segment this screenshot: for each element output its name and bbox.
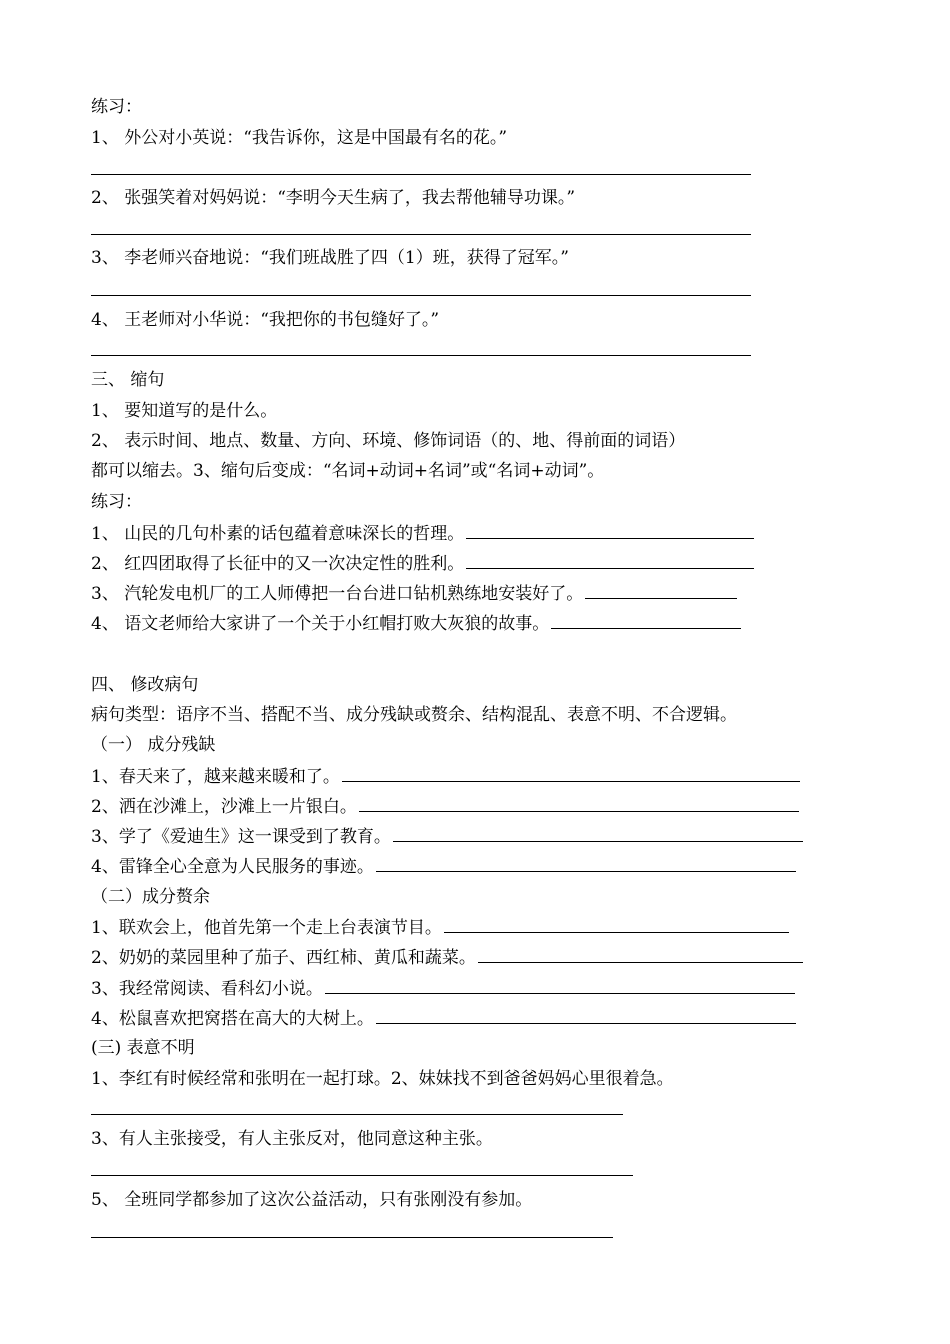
answer-line[interactable] (91, 174, 751, 175)
answer-blank[interactable] (359, 795, 799, 812)
answer-line[interactable] (91, 1237, 613, 1238)
exercise-item: 3、 李老师兴奋地说：“我们班战胜了四（1）班，获得了冠军。” (91, 248, 569, 268)
answer-blank[interactable] (444, 916, 789, 933)
exercise-row (91, 855, 796, 878)
answer-blank[interactable] (585, 582, 737, 599)
rule-text: 1、 要知道写的是什么。 (91, 401, 278, 421)
answer-blank[interactable] (478, 946, 803, 963)
section-heading: 四、 修改病句 (91, 675, 199, 695)
exercise-row (91, 522, 754, 545)
exercise-item: 1、李红有时候经常和张明在一起打球。2、妹妹找不到爸爸妈妈心里很着急。 (91, 1069, 674, 1089)
exercise-row (91, 977, 795, 1000)
exercise-text: 3、学了《爱迪生》这一课受到了教育。 (91, 827, 391, 847)
exercise-item: 2、 张强笑着对妈妈说：“李明今天生病了，我去帮他辅导功课。” (91, 188, 576, 208)
rule-text: 都可以缩去。3、缩句后变成：“名词+动词+名词”或“名词+动词”。 (91, 461, 605, 481)
exercise-row (91, 946, 803, 969)
answer-blank[interactable] (393, 825, 803, 842)
answer-blank[interactable] (466, 522, 754, 539)
exercise-text: 4、松鼠喜欢把窝搭在高大的大树上。 (91, 1009, 374, 1029)
section-heading: 三、 缩句 (91, 370, 165, 390)
exercise-text: 2、 红四团取得了长征中的又一次决定性的胜利。 (91, 554, 465, 574)
subsection-heading: （一） 成分残缺 (91, 735, 216, 755)
exercise-text: 1、 山民的几句朴素的话包蕴着意味深长的哲理。 (91, 524, 465, 544)
exercise-row (91, 795, 799, 818)
types-text: 病句类型：语序不当、搭配不当、成分残缺或赘余、结构混乱、表意不明、不合逻辑。 (91, 705, 737, 725)
practice-label: 练习： (91, 492, 142, 512)
exercise-item: 4、 王老师对小华说：“我把你的书包缝好了。” (91, 310, 440, 330)
practice-label: 练习： (91, 97, 142, 117)
exercise-row (91, 552, 754, 575)
exercise-text: 1、春天来了，越来越来暖和了。 (91, 767, 340, 787)
exercise-item: 5、 全班同学都参加了这次公益活动，只有张刚没有参加。 (91, 1190, 533, 1210)
exercise-row (91, 582, 737, 605)
answer-blank[interactable] (466, 552, 754, 569)
answer-blank[interactable] (325, 977, 795, 994)
exercise-text: 3、 汽轮发电机厂的工人师傅把一台台进口钻机熟练地安装好了。 (91, 584, 584, 604)
answer-blank[interactable] (342, 765, 800, 782)
exercise-row (91, 916, 789, 939)
exercise-row (91, 612, 741, 635)
exercise-text: 4、 语文老师给大家讲了一个关于小红帽打败大灰狼的故事。 (91, 614, 550, 634)
exercise-text: 1、联欢会上，他首先第一个走上台表演节目。 (91, 918, 442, 938)
exercise-text: 2、奶奶的菜园里种了茄子、西红柿、黄瓜和蔬菜。 (91, 948, 476, 968)
exercise-row (91, 825, 803, 848)
exercise-row (91, 1007, 796, 1030)
answer-line[interactable] (91, 1175, 633, 1176)
exercise-text: 2、洒在沙滩上，沙滩上一片银白。 (91, 797, 357, 817)
answer-blank[interactable] (376, 855, 796, 872)
subsection-heading: （二）成分赘余 (91, 887, 210, 907)
exercise-item: 3、有人主张接受，有人主张反对，他同意这种主张。 (91, 1129, 493, 1149)
answer-line[interactable] (91, 295, 751, 296)
subsection-heading: (三) 表意不明 (91, 1038, 195, 1058)
answer-line[interactable] (91, 355, 751, 356)
exercise-row (91, 765, 800, 788)
answer-line[interactable] (91, 1114, 623, 1115)
rule-text: 2、 表示时间、地点、数量、方向、环境、修饰词语（的、地、得前面的词语） (91, 431, 686, 451)
answer-line[interactable] (91, 234, 751, 235)
exercise-item: 1、 外公对小英说：“我告诉你，这是中国最有名的花。” (91, 128, 508, 148)
answer-blank[interactable] (376, 1007, 796, 1024)
answer-blank[interactable] (551, 612, 741, 629)
exercise-text: 3、我经常阅读、看科幻小说。 (91, 979, 323, 999)
exercise-text: 4、雷锋全心全意为人民服务的事迹。 (91, 857, 374, 877)
